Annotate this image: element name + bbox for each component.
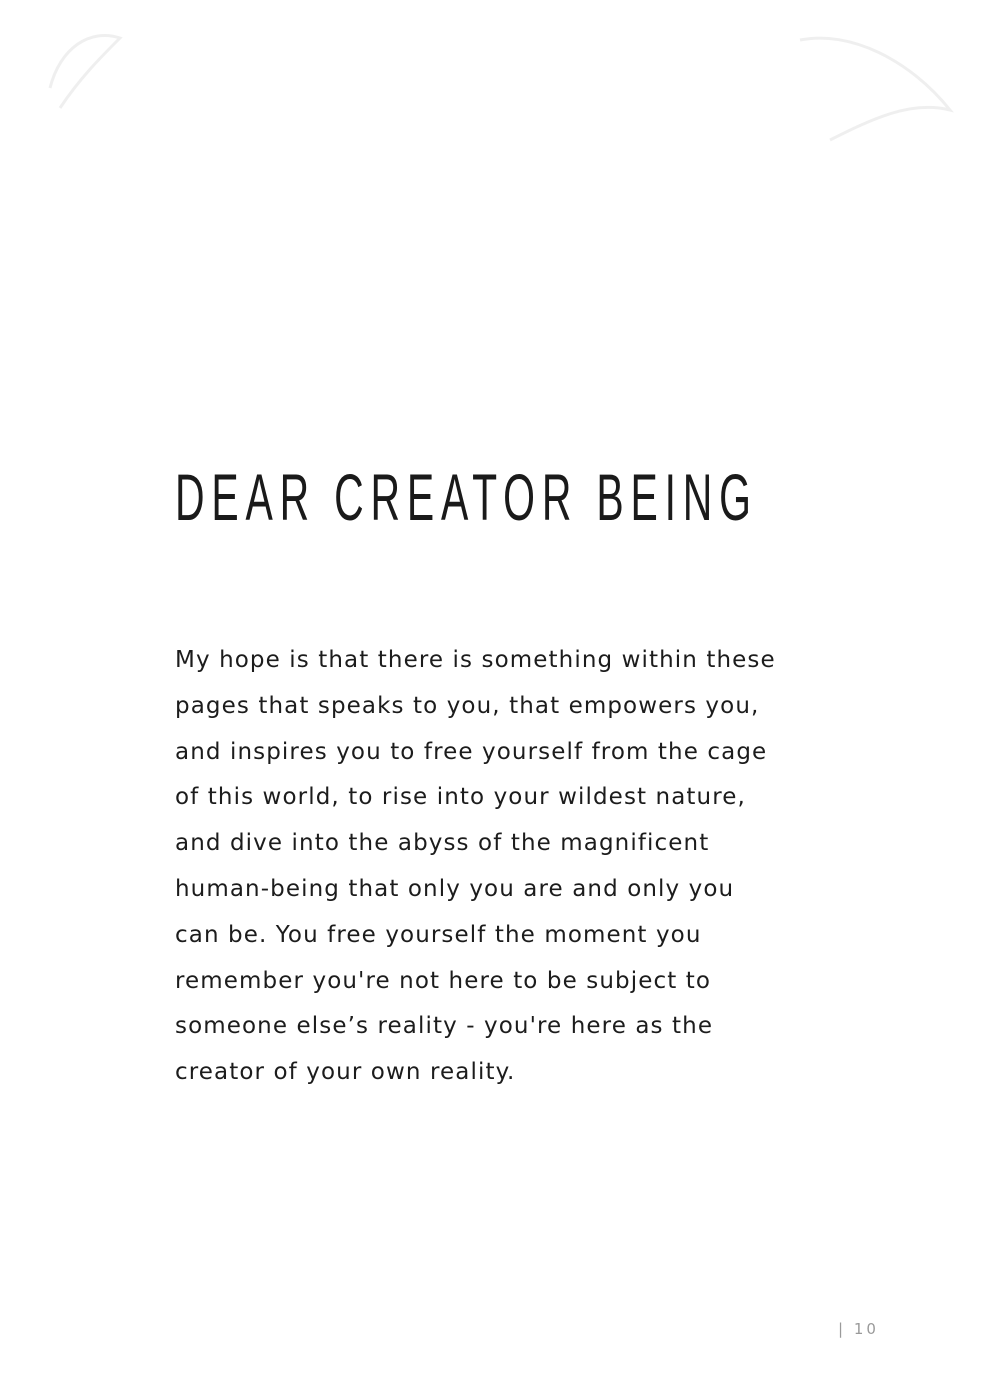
page-number: | 10 (838, 1320, 879, 1338)
faint-decoration-left (40, 18, 130, 118)
body-line: someone else’s reality - you're here as the (175, 1013, 714, 1040)
body-line: My hope is that there is something within these (175, 647, 776, 673)
body-line: can be. You free yourself the moment you (175, 921, 702, 948)
body-line: of this world, to rise into your wildest nature, (175, 784, 746, 811)
body-line: pages that speaks to you, that empowers you, (175, 692, 760, 719)
page-title: DEAR CREATOR BEING (175, 460, 758, 534)
body-line: remember you're not here to be subject to (175, 967, 712, 994)
body-line: and inspires you to free yourself from the cage (175, 738, 768, 765)
body-line: human-being that only you are and only you (175, 875, 735, 902)
body-paragraph (175, 638, 815, 1096)
faint-decoration-right (790, 20, 960, 150)
body-line: creator of your own reality. (175, 1059, 516, 1086)
body-line: and dive into the abyss of the magnificent (175, 830, 710, 857)
